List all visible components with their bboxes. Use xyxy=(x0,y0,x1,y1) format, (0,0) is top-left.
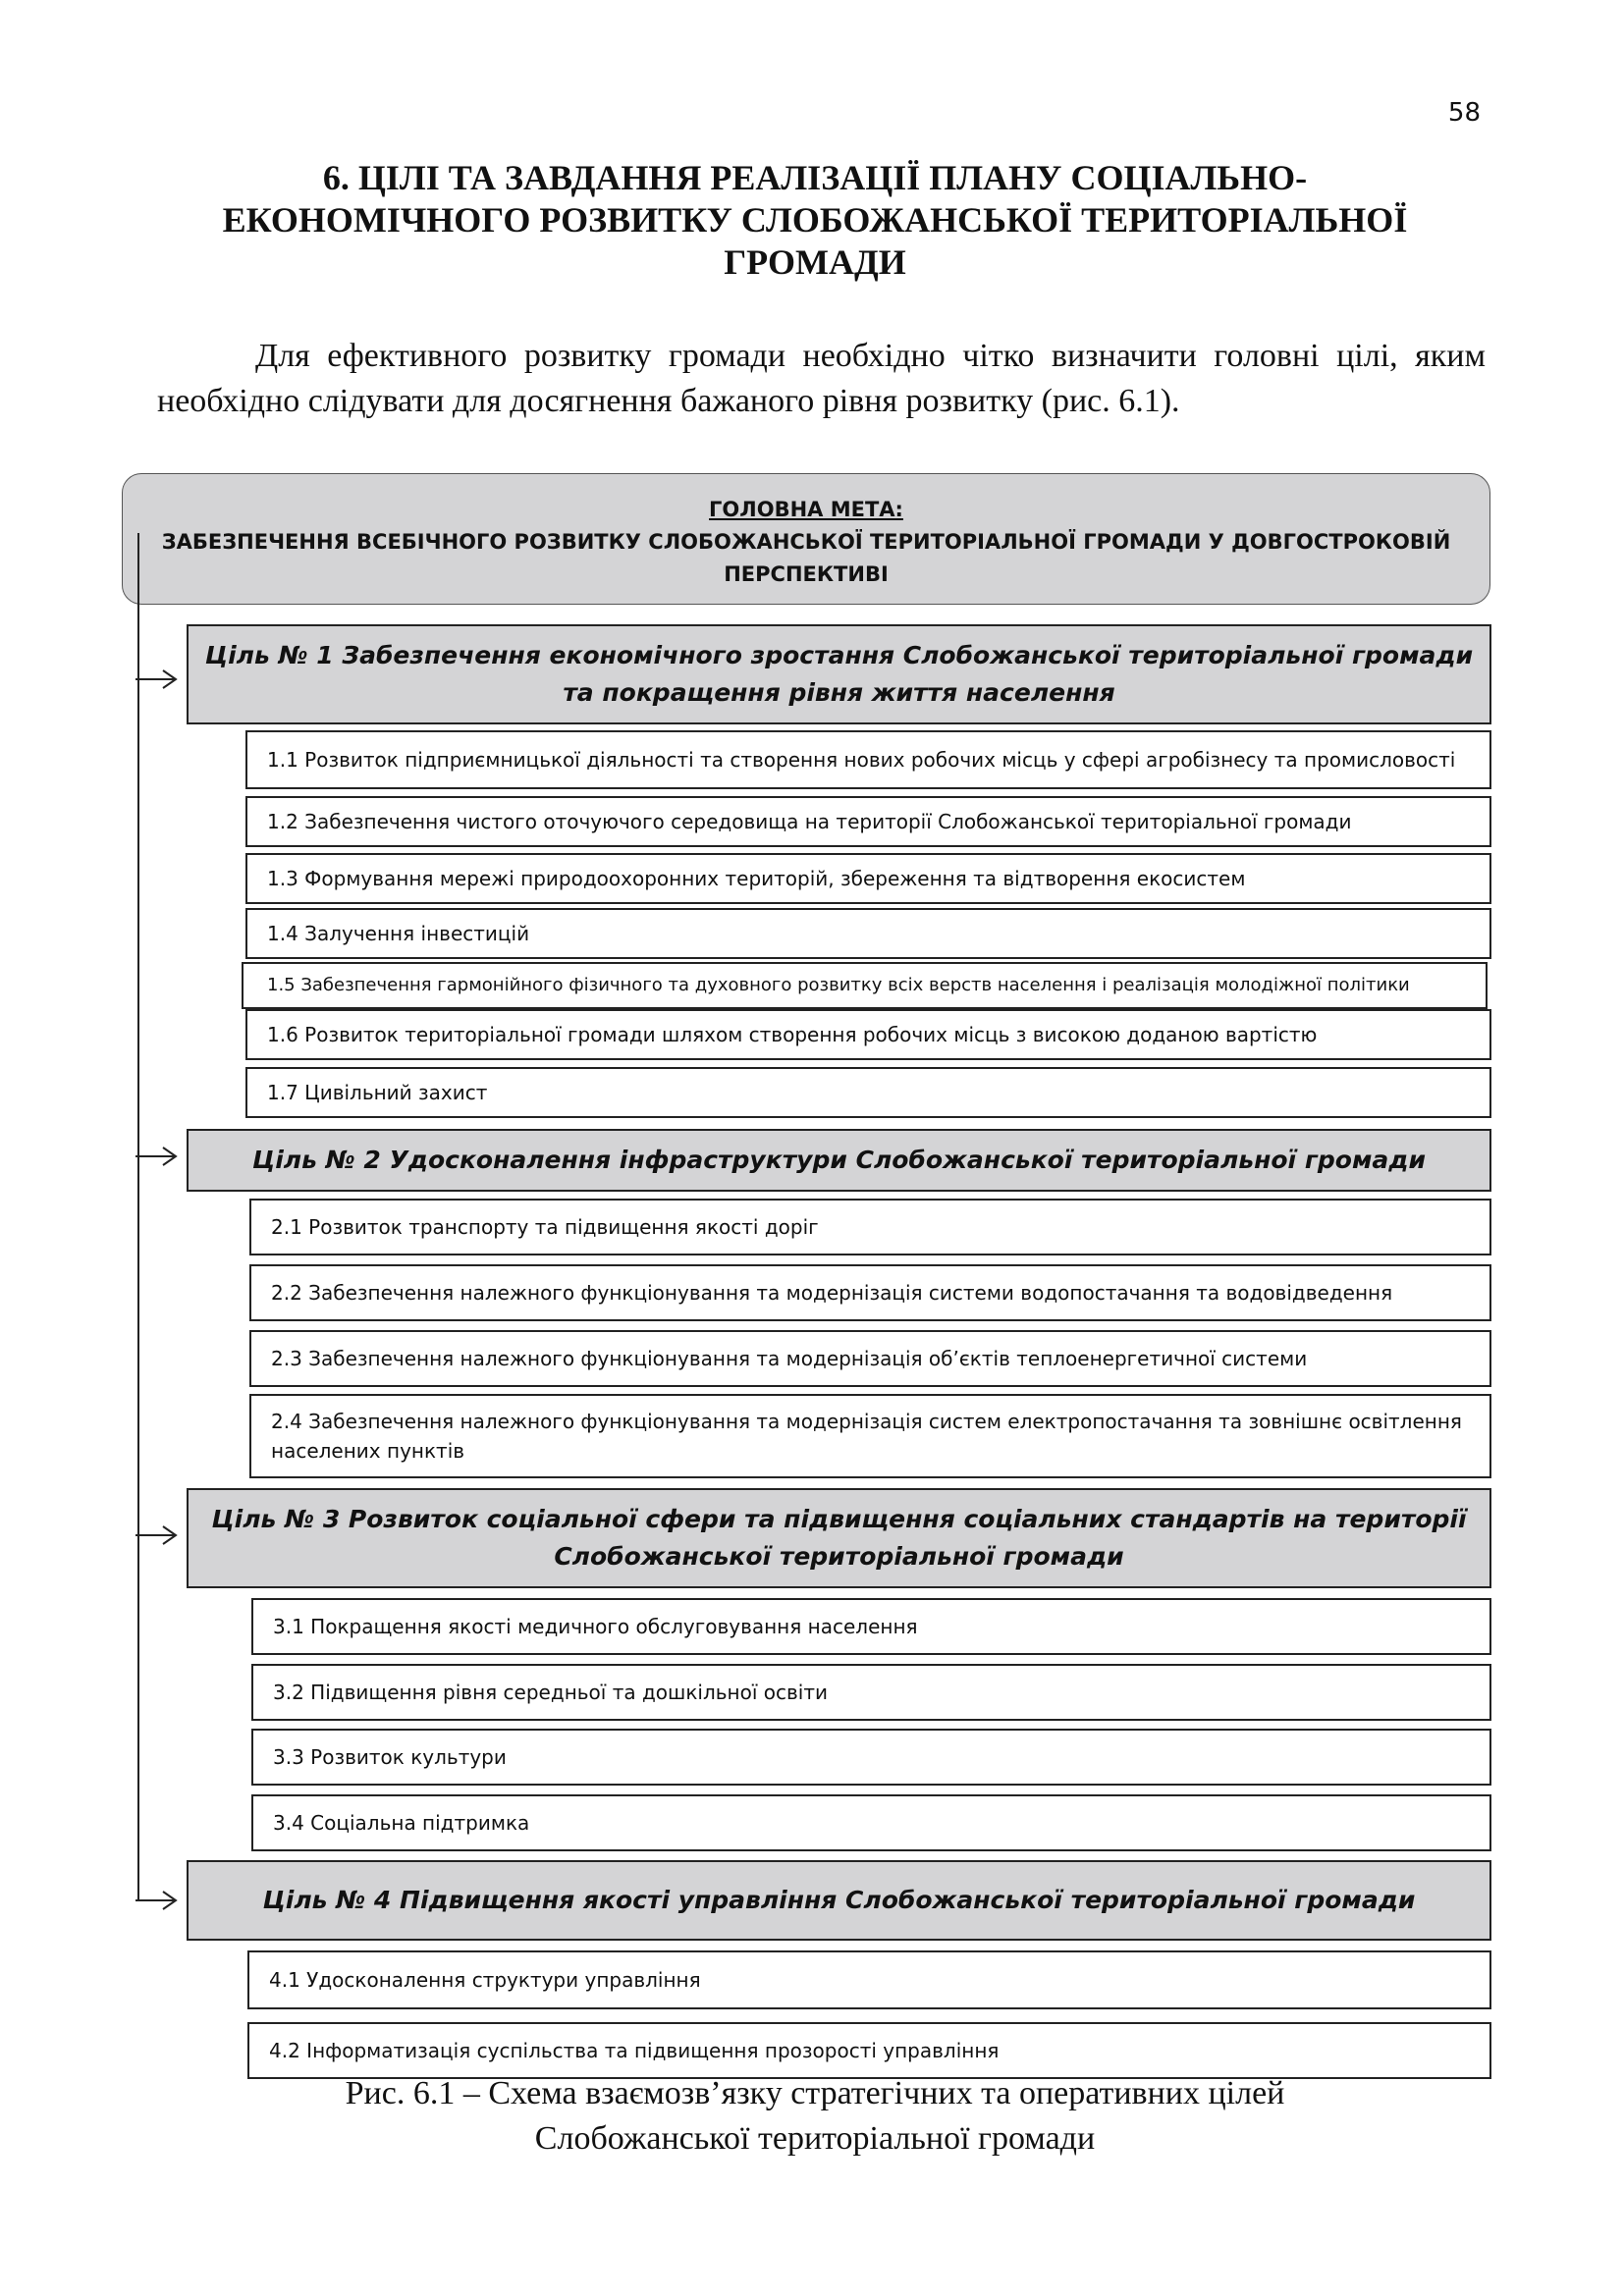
aim-3-box xyxy=(187,1488,1491,1588)
aim-4-box xyxy=(187,1860,1491,1941)
task-1-7: 1.7 Цивільний захист xyxy=(245,1067,1491,1118)
aim-title: Слобожанської територіальної громади xyxy=(554,1542,1124,1571)
connector-line xyxy=(137,533,139,1900)
heading-line: 6. ЦІЛІ ТА ЗАВДАННЯ РЕАЛІЗАЦІЇ ПЛАНУ СОЦІАЛЬНО- xyxy=(322,158,1308,197)
task-1-6: 1.6 Розвиток територіальної громади шляхом створення робочих місць з високою доданою вартістю xyxy=(245,1009,1491,1060)
task-1-5: 1.5 Забезпечення гармонійного фізичного та духовного розвитку всіх верств населення і реалізація молодіжної політики xyxy=(242,962,1488,1009)
arrow-right-icon xyxy=(134,667,179,691)
main-goal-box xyxy=(122,473,1490,605)
task-3-4: 3.4 Соціальна підтримка xyxy=(251,1794,1491,1851)
task-4-2: 4.2 Інформатизація суспільства та підвищення прозорості управління xyxy=(247,2022,1491,2079)
caption-line: Слобожанської територіальної громади xyxy=(534,2120,1096,2157)
intro-paragraph: Для ефективного розвитку громади необхідно чітко визначити головні цілі, яким необхідно слідувати для досягнення бажаного рівня розвитку (рис. 6.1). xyxy=(157,338,1486,419)
arrow-right-icon xyxy=(134,1145,179,1168)
task-2-2: 2.2 Забезпечення належного функціонування та модернізація системи водопостачання та водовідведення xyxy=(249,1264,1491,1321)
aim-2-box xyxy=(187,1129,1491,1192)
task-1-1: 1.1 Розвиток підприємницької діяльності та створення нових робочих місць у сфері агробізнесу та промисловості xyxy=(245,730,1491,789)
task-2-3: 2.3 Забезпечення належного функціонування та модернізація об’єктів теплоенергетичної системи xyxy=(249,1330,1491,1387)
main-goal-text: ПЕРСПЕКТИВІ xyxy=(724,562,889,586)
task-2-1: 2.1 Розвиток транспорту та підвищення якості доріг xyxy=(249,1199,1491,1255)
arrow-right-icon xyxy=(134,1889,179,1912)
heading-line: ГРОМАДИ xyxy=(724,242,906,282)
task-3-2: 3.2 Підвищення рівня середньої та дошкільної освіти xyxy=(251,1664,1491,1721)
task-1-3: 1.3 Формування мережі природоохоронних територій, збереження та відтворення екосистем xyxy=(245,853,1491,904)
task-3-3: 3.3 Розвиток культури xyxy=(251,1729,1491,1786)
main-goal-label: ГОЛОВНА МЕТА: xyxy=(709,498,903,521)
aim-title: Ціль № 4 Підвищення якості управління Слобожанської територіальної громади xyxy=(262,1886,1416,1914)
aim-title: та покращення рівня життя населення xyxy=(563,678,1115,707)
aim-title: Ціль № 2 Удосконалення інфраструктури Слобожанської територіальної громади xyxy=(252,1146,1426,1174)
page-number: 58 xyxy=(1447,98,1481,128)
task-2-4: 2.4 Забезпечення належного функціонування та модернізація систем електропостачання та зовнішнє освітлення населених пунктів xyxy=(249,1394,1491,1478)
aim-title: Ціль № 1 Забезпечення економічного зростання Слобожанської територіальної громади xyxy=(204,641,1474,669)
heading-line: ЕКОНОМІЧНОГО РОЗВИТКУ СЛОБОЖАНСЬКОЇ ТЕРИТОРІАЛЬНОЇ xyxy=(222,200,1408,240)
task-3-1: 3.1 Покращення якості медичного обслуговування населення xyxy=(251,1598,1491,1655)
task-1-2: 1.2 Забезпечення чистого оточуючого середовища на території Слобожанської територіальної громади xyxy=(245,796,1491,847)
figure-caption xyxy=(137,2071,1492,2162)
main-goal-text: ЗАБЕЗПЕЧЕННЯ ВСЕБІЧНОГО РОЗВИТКУ СЛОБОЖАНСЬКОЇ ТЕРИТОРІАЛЬНОЇ ГРОМАДИ У ДОВГОСТРОКОВІЙ xyxy=(161,530,1451,554)
arrow-right-icon xyxy=(134,1523,179,1547)
task-1-4: 1.4 Залучення інвестицій xyxy=(245,908,1491,959)
caption-line: Рис. 6.1 – Схема взаємозв’язку стратегічних та оперативних цілей xyxy=(345,2075,1285,2111)
aim-title: Ціль № 3 Розвиток соціальної сфери та підвищення соціальних стандартів на території xyxy=(211,1505,1467,1533)
task-4-1: 4.1 Удосконалення структури управління xyxy=(247,1950,1491,2009)
aim-1-box xyxy=(187,624,1491,724)
section-heading xyxy=(137,157,1492,284)
